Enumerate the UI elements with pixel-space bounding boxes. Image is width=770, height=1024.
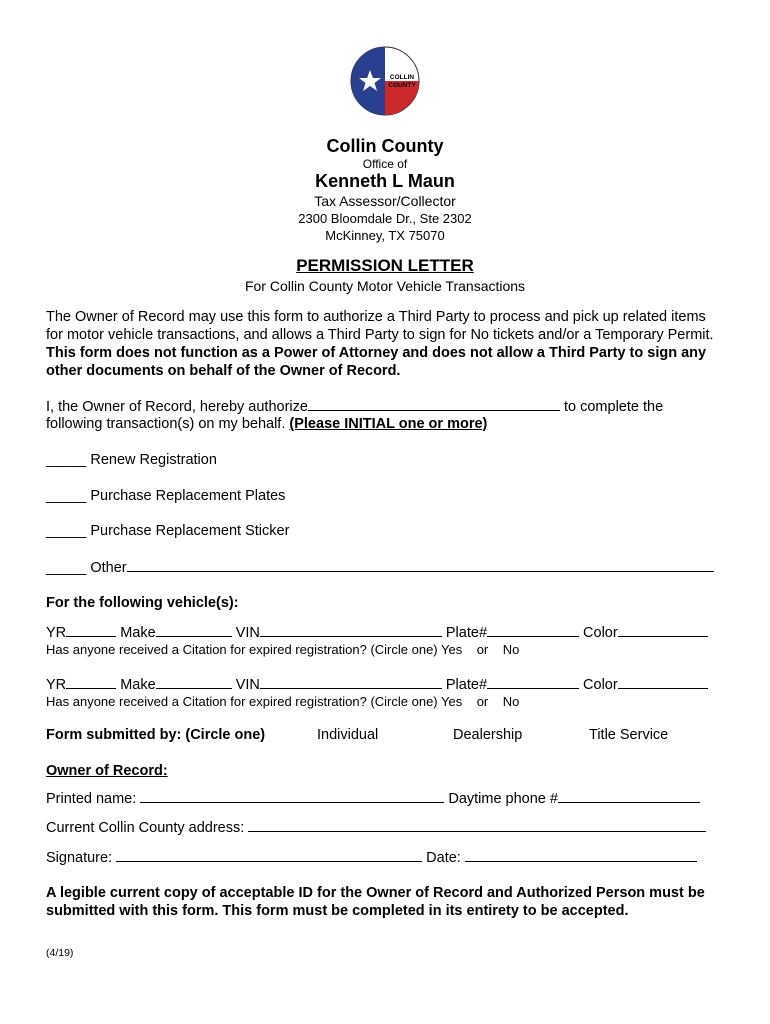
submitted-by-label: Form submitted by: (Circle one)	[46, 727, 266, 743]
citation-question: Has anyone received a Citation for expired registration? (Circle one)	[46, 642, 438, 657]
owner-heading: Owner of Record:	[46, 763, 168, 779]
daytime-phone-field[interactable]	[558, 790, 700, 803]
address-row	[46, 819, 706, 836]
citation-row-1	[46, 642, 519, 657]
color-label: Color	[583, 677, 618, 693]
printed-name-label: Printed name:	[46, 791, 137, 807]
vin-field[interactable]	[260, 624, 442, 637]
citation-yes[interactable]: Yes	[441, 642, 463, 657]
citation-yes[interactable]: Yes	[441, 694, 463, 709]
option-other[interactable]	[46, 559, 714, 576]
make-field[interactable]	[156, 624, 232, 637]
authorize-line2-text: following transaction(s) on my behalf.	[46, 416, 286, 432]
yr-label: YR	[46, 677, 67, 693]
plate-field[interactable]	[487, 676, 579, 689]
intro-paragraph	[46, 308, 726, 380]
vin-label: VIN	[235, 677, 260, 693]
date-field[interactable]	[465, 849, 697, 862]
address-field[interactable]	[248, 819, 706, 832]
option-label: Renew Registration	[90, 452, 217, 468]
yr-field[interactable]	[66, 676, 116, 689]
option-label: Purchase Replacement Plates	[90, 488, 286, 504]
submitted-option-title-service[interactable]: Title Service	[589, 727, 669, 743]
authorized-person-field[interactable]	[308, 398, 560, 411]
citation-or: or	[476, 642, 489, 657]
printed-name-row	[46, 790, 700, 807]
intro-bold-text: This form does not function as a Power of Attorney and does not allow a Third Party to sign any other documents on behalf of the Owner of Record.	[46, 345, 707, 379]
vehicle-row-1	[46, 624, 708, 641]
option-blank[interactable]: _____	[46, 560, 87, 576]
signature-label: Signature:	[46, 850, 113, 866]
vin-field[interactable]	[260, 676, 442, 689]
county-title: Collin County	[326, 136, 444, 156]
initial-note: (Please INITIAL one or more)	[289, 416, 488, 432]
revision-date: (4/19)	[46, 947, 74, 959]
collector-name: Kenneth L Maun	[315, 171, 455, 191]
option-blank[interactable]: _____	[46, 452, 87, 468]
submitted-option-dealership[interactable]: Dealership	[453, 727, 523, 743]
color-field[interactable]	[618, 676, 708, 689]
citation-row-2	[46, 694, 519, 709]
logo-text-collin: COLLIN	[389, 74, 415, 81]
yr-field[interactable]	[66, 624, 116, 637]
vehicle-row-2	[46, 676, 708, 693]
vin-label: VIN	[235, 625, 260, 641]
option-renew-registration[interactable]	[46, 452, 217, 468]
footer-note: A legible current copy of acceptable ID for the Owner of Record and Authorized Person must be submitted with this form. This form must be completed in its entirety to be accepted.	[46, 885, 705, 919]
form-subtitle: For Collin County Motor Vehicle Transactions	[244, 278, 526, 294]
authorize-line	[46, 398, 663, 415]
option-label: Purchase Replacement Sticker	[90, 523, 290, 539]
collector-title: Tax Assessor/Collector	[314, 193, 456, 209]
daytime-phone-label: Daytime phone #	[448, 791, 558, 807]
printed-name-field[interactable]	[140, 790, 444, 803]
submitted-option-individual[interactable]: Individual	[317, 727, 379, 743]
yr-label: YR	[46, 625, 67, 641]
address-line-2: McKinney, TX 75070	[325, 228, 445, 243]
make-label: Make	[120, 625, 156, 641]
form-title: PERMISSION LETTER	[296, 256, 474, 275]
color-label: Color	[583, 625, 618, 641]
make-field[interactable]	[156, 676, 232, 689]
authorize-suffix: to complete the	[563, 399, 664, 415]
option-replacement-sticker[interactable]	[46, 523, 289, 539]
authorize-prefix: I, the Owner of Record, hereby authorize	[46, 399, 308, 415]
option-blank[interactable]: _____	[46, 488, 87, 504]
intro-text: The Owner of Record may use this form to authorize a Third Party to process and pick up related items for motor vehicle transactions, and allows a Third Party to sign for No tickets and/or a Temporary Permit.	[46, 309, 714, 343]
option-blank[interactable]: _____	[46, 523, 87, 539]
plate-label: Plate#	[445, 625, 488, 641]
office-of: Office of	[362, 157, 408, 171]
citation-question: Has anyone received a Citation for expired registration? (Circle one)	[46, 694, 438, 709]
option-label: Other	[90, 560, 127, 576]
plate-label: Plate#	[445, 677, 488, 693]
citation-or: or	[476, 694, 489, 709]
citation-no[interactable]: No	[502, 642, 520, 657]
color-field[interactable]	[618, 624, 708, 637]
date-label: Date:	[426, 850, 461, 866]
authorize-line-2	[46, 416, 487, 432]
collin-county-logo	[350, 46, 420, 116]
vehicles-heading: For the following vehicle(s):	[46, 595, 239, 611]
citation-no[interactable]: No	[502, 694, 520, 709]
signature-field[interactable]	[116, 849, 422, 862]
plate-field[interactable]	[487, 624, 579, 637]
make-label: Make	[120, 677, 156, 693]
signature-row	[46, 849, 697, 866]
address-line-1: 2300 Bloomdale Dr., Ste 2302	[298, 211, 472, 226]
option-replacement-plates[interactable]	[46, 488, 285, 504]
address-label: Current Collin County address:	[46, 820, 245, 836]
logo-text-county: COUNTY	[388, 82, 416, 89]
other-description-field[interactable]	[127, 559, 714, 572]
